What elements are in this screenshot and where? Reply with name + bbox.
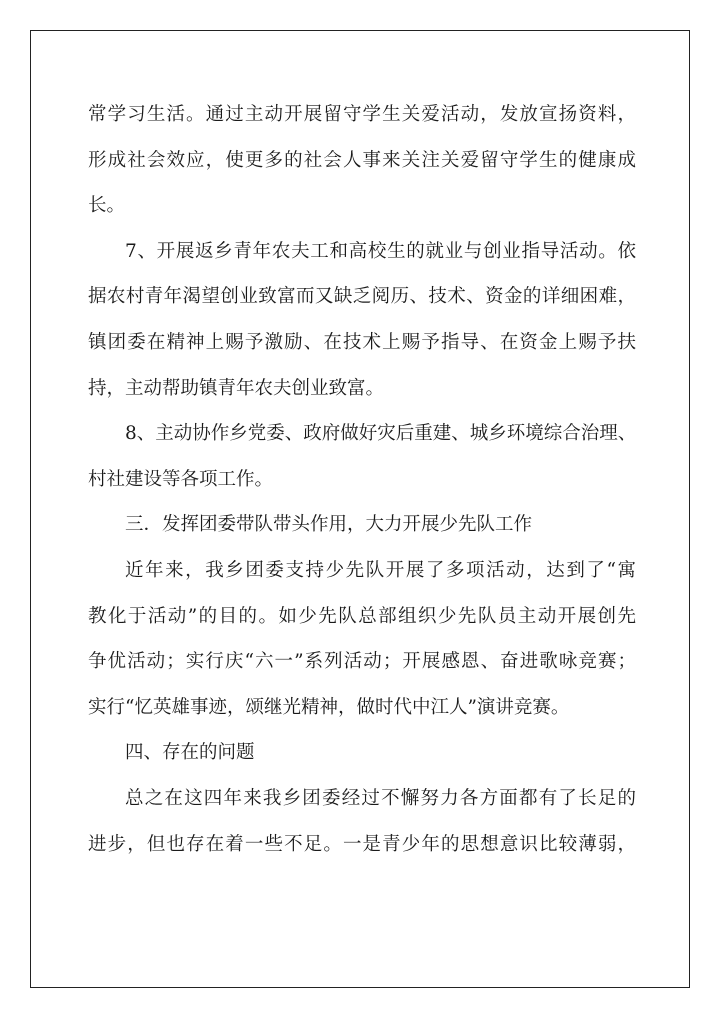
text-line: 长。: [88, 195, 126, 217]
text-line: 8、主动协作乡党委、政府做好灾后重建、城乡环境综合治理、: [125, 423, 636, 445]
text-line: 镇团委在精神上赐予激励、在技术上赐予指导、在资金上赐予扶: [88, 331, 636, 353]
text-line: 据农村青年渴望创业致富而又缺乏阅历、技术、资金的详细困难，: [88, 286, 636, 308]
text-line: 争优活动；实行庆“六一”系列活动；开展感恩、奋进歌咏竞赛；: [88, 651, 636, 673]
text-line: 四、存在的问题: [125, 742, 255, 764]
text-line: 形成社会效应，使更多的社会人事来关注关爱留守学生的健康成: [88, 149, 636, 171]
text-line: 7、开展返乡青年农夫工和高校生的就业与创业指导活动。依: [125, 240, 636, 262]
text-line: 三．发挥团委带队带头作用，大力开展少先队工作: [125, 514, 533, 536]
text-line: 实行“忆英雄事迹，颂继光精神，做时代中江人”演讲竞赛。: [88, 696, 570, 718]
text-line: 常学习生活。通过主动开展留守学生关爱活动，发放宣扬资料，: [88, 104, 636, 125]
text-line: 近年来，我乡团委支持少先队开展了多项活动，达到了“寓: [125, 559, 636, 581]
text-line: 教化于活动”的目的。如少先队总部组织少先队员主动开展创先: [88, 605, 636, 627]
text-line: 村社建设等各项工作。: [88, 468, 274, 490]
text-line: 进步，但也存在着一些不足。一是青少年的思想意识比较薄弱，: [88, 833, 636, 855]
text-line: 总之在这四年来我乡团委经过不懈努力各方面都有了长足的: [125, 787, 636, 809]
text-line: 持，主动帮助镇青年农夫创业致富。: [88, 377, 385, 399]
document-body: [88, 92, 636, 867]
